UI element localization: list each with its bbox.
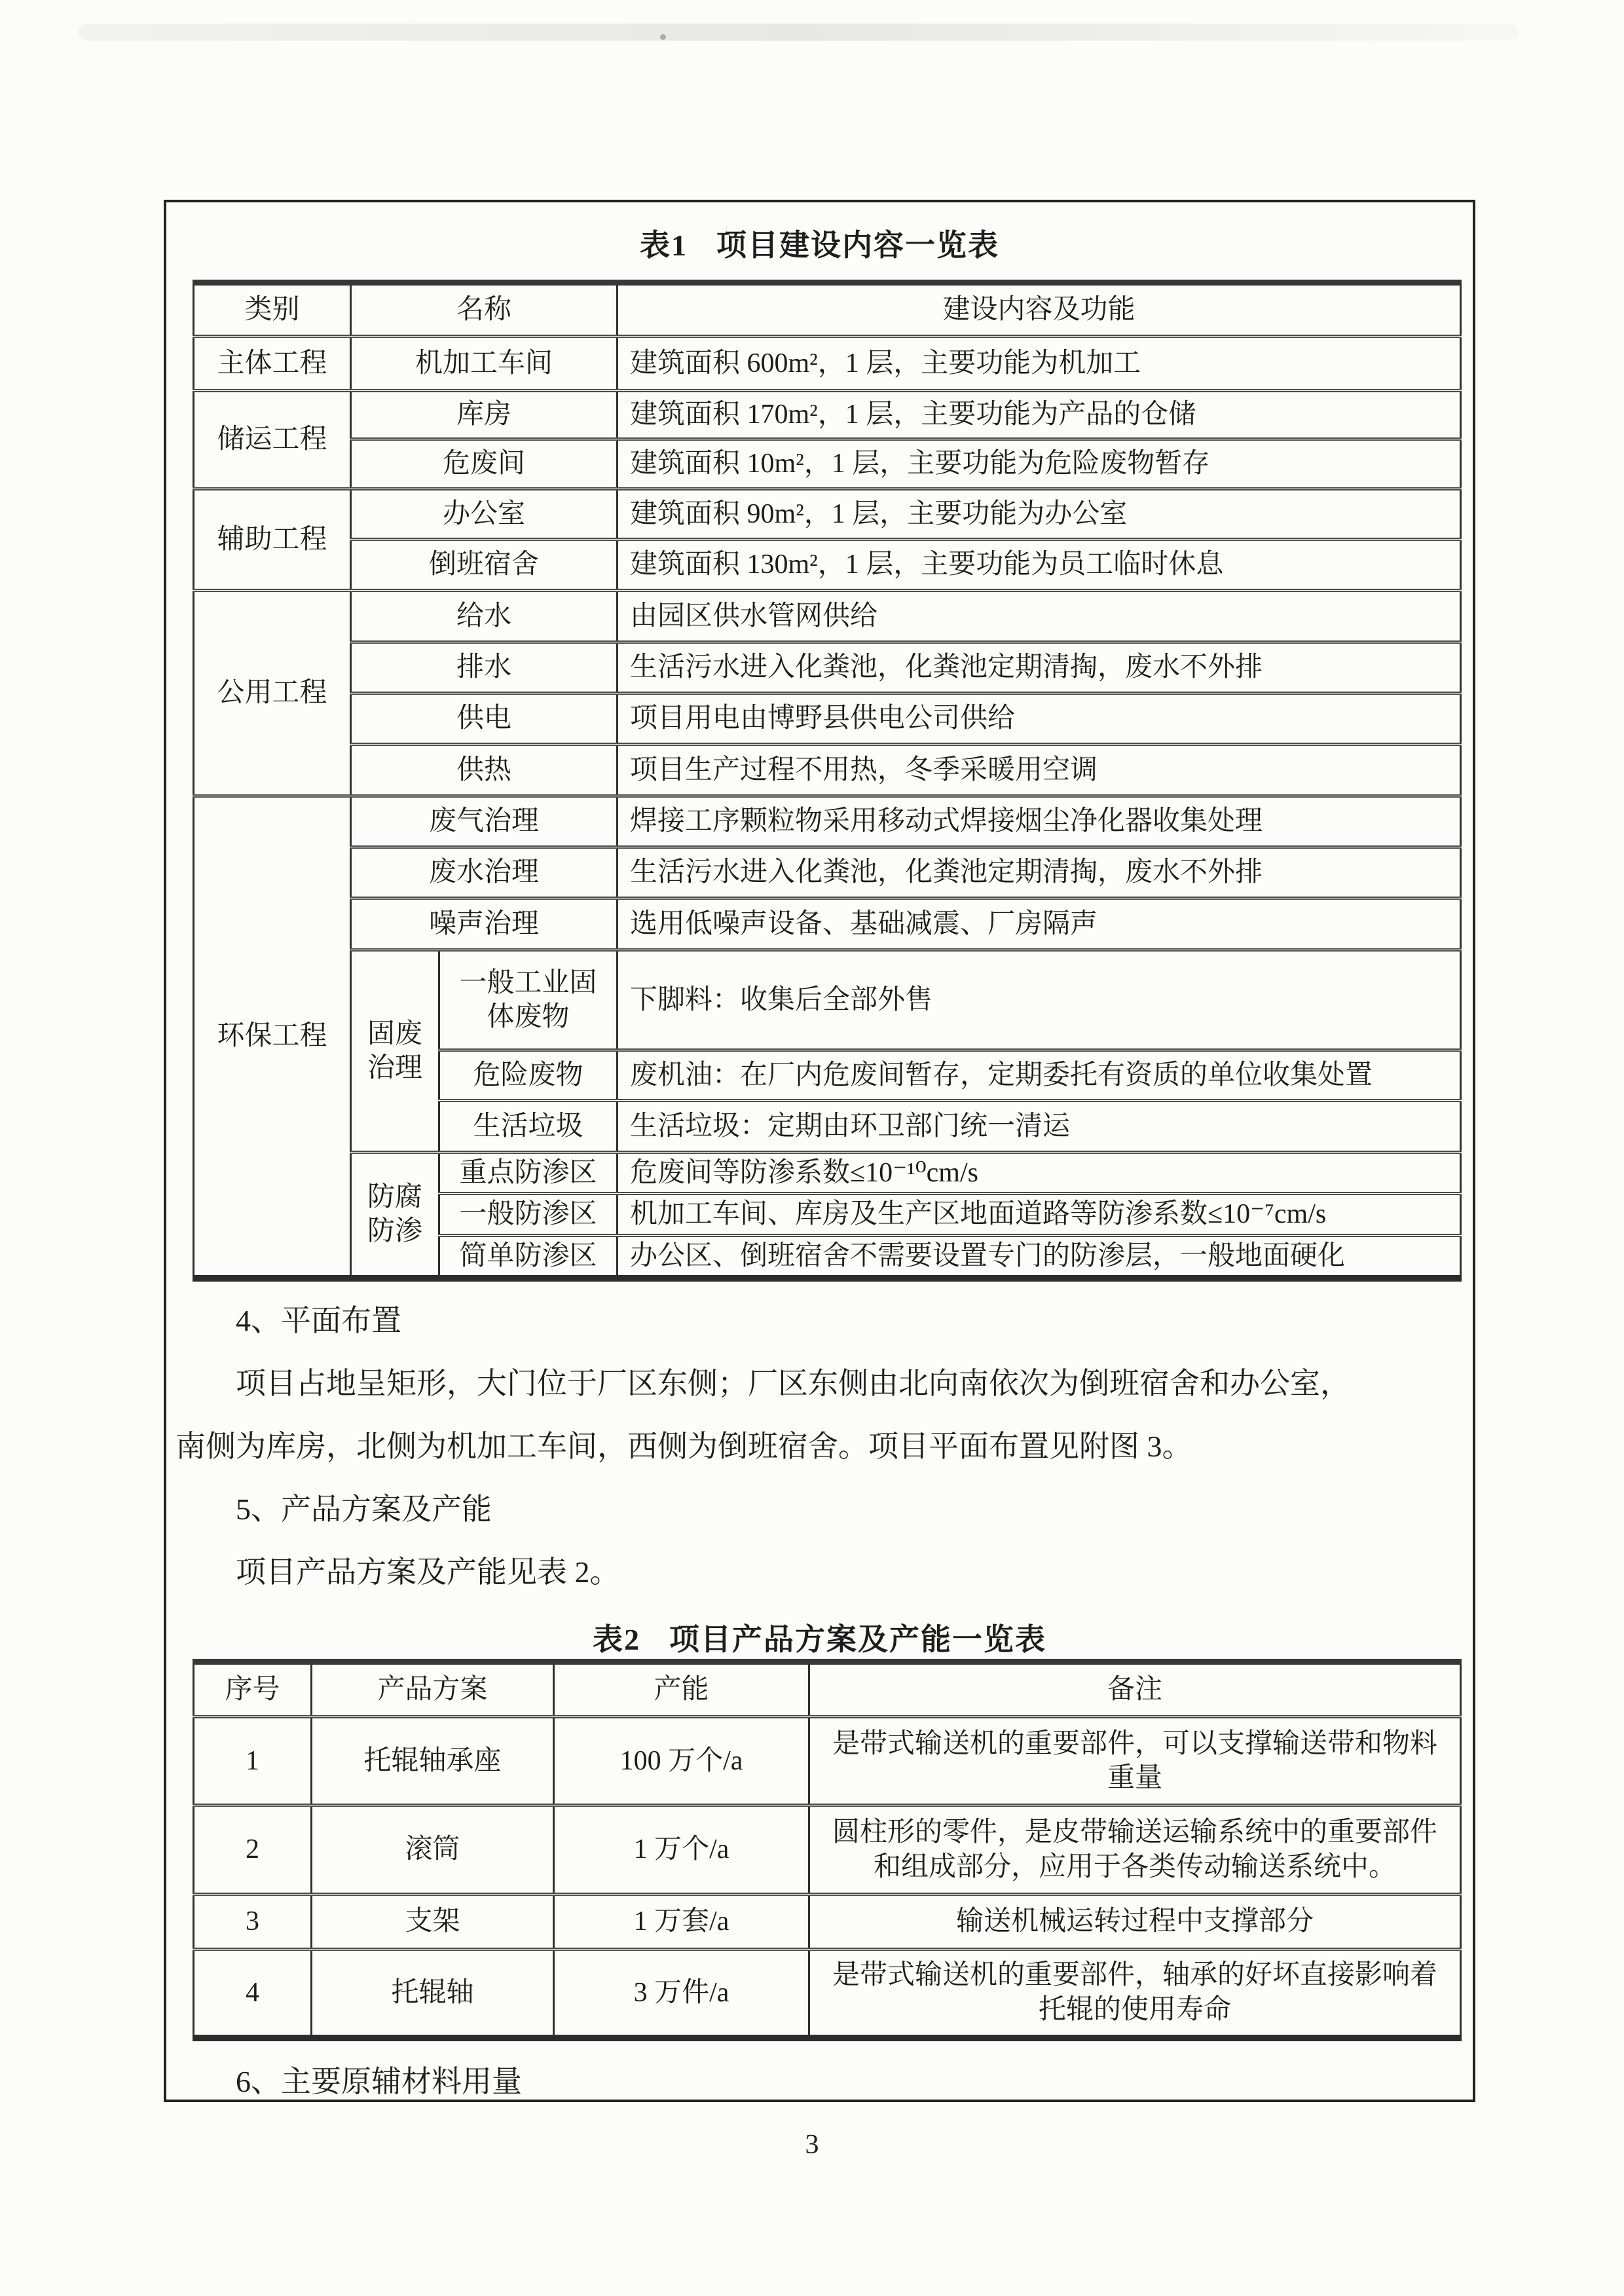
cell-category: 辅助工程	[194, 489, 351, 591]
cell-content: 危废间等防渗系数≤10⁻¹⁰cm/s	[618, 1153, 1461, 1194]
cell-name: 废水治理	[351, 847, 618, 898]
header-category: 类别	[194, 283, 351, 337]
table-row	[194, 1717, 1461, 1805]
cell-name: 重点防渗区	[439, 1153, 618, 1194]
cell-name: 给水	[351, 591, 618, 642]
cell-capacity: 1 万个/a	[554, 1805, 809, 1895]
cell-product: 托辊轴承座	[312, 1717, 554, 1805]
cell-content: 项目用电由博野县供电公司供给	[618, 694, 1461, 745]
table-row	[194, 540, 1461, 591]
table2-title	[166, 1620, 1473, 1659]
cell-category: 公用工程	[194, 591, 351, 796]
table-row	[194, 796, 1461, 847]
section5-heading: 5、产品方案及产能	[236, 1492, 492, 1526]
construction-content-table	[193, 280, 1462, 1282]
header-name: 名称	[351, 283, 618, 337]
cell-content: 生活污水进入化粪池，化粪池定期清掏，废水不外排	[618, 847, 1461, 898]
cell-product: 支架	[312, 1895, 554, 1950]
scan-artifact-speck	[660, 34, 666, 40]
cell-product: 滚筒	[312, 1805, 554, 1895]
cell-content: 焊接工序颗粒物采用移动式焊接烟尘净化器收集处理	[618, 796, 1461, 847]
section4-paragraph-line2: 南侧为库房，北侧为机加工车间，西侧为倒班宿舍。项目平面布置见附图 3。	[175, 1430, 1192, 1463]
cell-remark: 是带式输送机的重要部件，轴承的好坏直接影响着托辊的使用寿命	[809, 1950, 1461, 2038]
cell-name: 噪声治理	[351, 898, 618, 950]
table-row	[194, 337, 1461, 391]
header-index: 序号	[194, 1662, 312, 1717]
cell-name: 倒班宿舍	[351, 540, 618, 591]
cell-index: 1	[194, 1717, 312, 1805]
table-header-row	[194, 1662, 1461, 1717]
cell-remark: 输送机械运转过程中支撑部分	[809, 1895, 1461, 1950]
cell-content: 办公区、倒班宿舍不需要设置专门的防渗层，一般地面硬化	[618, 1236, 1461, 1278]
cell-content: 下脚料：收集后全部外售	[618, 950, 1461, 1050]
cell-name: 库房	[351, 391, 618, 439]
cell-name: 危废间	[351, 439, 618, 489]
section5-paragraph: 项目产品方案及产能见表 2。	[236, 1555, 620, 1589]
product-capacity-table	[193, 1659, 1462, 2041]
section4-paragraph-line1: 项目占地呈矩形，大门位于厂区东侧；厂区东侧由北向南依次为倒班宿舍和办公室，	[236, 1367, 1350, 1400]
cell-content: 建筑面积 130m²，1 层，主要功能为员工临时休息	[618, 540, 1461, 591]
table2-title-text: 项目产品方案及产能一览表	[669, 1623, 1046, 1656]
cell-category: 主体工程	[194, 337, 351, 391]
cell-remark: 是带式输送机的重要部件，可以支撑输送带和物料重量	[809, 1717, 1461, 1805]
table-row	[194, 898, 1461, 950]
cell-content: 建筑面积 90m²，1 层，主要功能为办公室	[618, 489, 1461, 540]
cell-capacity: 100 万个/a	[554, 1717, 809, 1805]
cell-index: 3	[194, 1895, 312, 1950]
cell-content: 建筑面积 170m²，1 层，主要功能为产品的仓储	[618, 391, 1461, 439]
table-row	[194, 1805, 1461, 1895]
cell-name: 排水	[351, 642, 618, 694]
table-row	[194, 847, 1461, 898]
table1-title	[166, 227, 1473, 264]
cell-name: 供热	[351, 745, 618, 796]
cell-name: 一般工业固体废物	[439, 950, 618, 1050]
cell-name: 简单防渗区	[439, 1236, 618, 1278]
cell-content: 由园区供水管网供给	[618, 591, 1461, 642]
header-remark: 备注	[809, 1662, 1461, 1717]
cell-content: 项目生产过程不用热，冬季采暖用空调	[618, 745, 1461, 796]
cell-capacity: 3 万件/a	[554, 1950, 809, 2038]
cell-category: 环保工程	[194, 796, 351, 1278]
table1-title-text: 项目建设内容一览表	[716, 229, 999, 262]
table1-title-label: 表1	[640, 229, 688, 262]
cell-capacity: 1 万套/a	[554, 1895, 809, 1950]
table-row	[194, 591, 1461, 642]
cell-name: 废气治理	[351, 796, 618, 847]
cell-name: 供电	[351, 694, 618, 745]
cell-name: 一般防渗区	[439, 1194, 618, 1236]
cell-name: 机加工车间	[351, 337, 618, 391]
cell-index: 4	[194, 1950, 312, 2038]
page-border-frame	[164, 200, 1475, 2102]
cell-content: 废机油：在厂内危废间暂存，定期委托有资质的单位收集处置	[618, 1050, 1461, 1101]
cell-content: 建筑面积 10m²，1 层，主要功能为危险废物暂存	[618, 439, 1461, 489]
section6-heading: 6、主要原辅材料用量	[236, 2065, 522, 2098]
cell-remark: 圆柱形的零件，是皮带输送运输系统中的重要部件和组成部分，应用于各类传动输送系统中。	[809, 1805, 1461, 1895]
table-row	[194, 439, 1461, 489]
table-row	[194, 745, 1461, 796]
table-row	[194, 1895, 1461, 1950]
scan-artifact-streak	[79, 24, 1519, 41]
cell-product: 托辊轴	[312, 1950, 554, 2038]
header-product: 产品方案	[312, 1662, 554, 1717]
cell-content: 机加工车间、库房及生产区地面道路等防渗系数≤10⁻⁷cm/s	[618, 1194, 1461, 1236]
cell-name: 办公室	[351, 489, 618, 540]
cell-content: 建筑面积 600m²，1 层，主要功能为机加工	[618, 337, 1461, 391]
cell-content: 生活污水进入化粪池，化粪池定期清掏，废水不外排	[618, 642, 1461, 694]
table2-title-label: 表2	[593, 1623, 640, 1656]
cell-subcategory: 固废治理	[351, 950, 439, 1153]
table-row	[194, 1950, 1461, 2038]
section4-heading: 4、平面布置	[236, 1304, 401, 1337]
table-row	[194, 391, 1461, 439]
cell-name: 生活垃圾	[439, 1101, 618, 1153]
cell-category: 储运工程	[194, 391, 351, 489]
page-number: 3	[805, 2130, 819, 2160]
cell-content: 选用低噪声设备、基础减震、厂房隔声	[618, 898, 1461, 950]
cell-content: 生活垃圾：定期由环卫部门统一清运	[618, 1101, 1461, 1153]
header-capacity: 产能	[554, 1662, 809, 1717]
table-row	[194, 950, 1461, 1050]
cell-name: 危险废物	[439, 1050, 618, 1101]
table-row	[194, 1153, 1461, 1194]
cell-index: 2	[194, 1805, 312, 1895]
table-header-row	[194, 283, 1461, 337]
cell-subcategory: 防腐防渗	[351, 1153, 439, 1278]
header-content: 建设内容及功能	[618, 283, 1461, 337]
table-row	[194, 489, 1461, 540]
table-row	[194, 642, 1461, 694]
table-row	[194, 694, 1461, 745]
body-text-block	[175, 1289, 1460, 1604]
